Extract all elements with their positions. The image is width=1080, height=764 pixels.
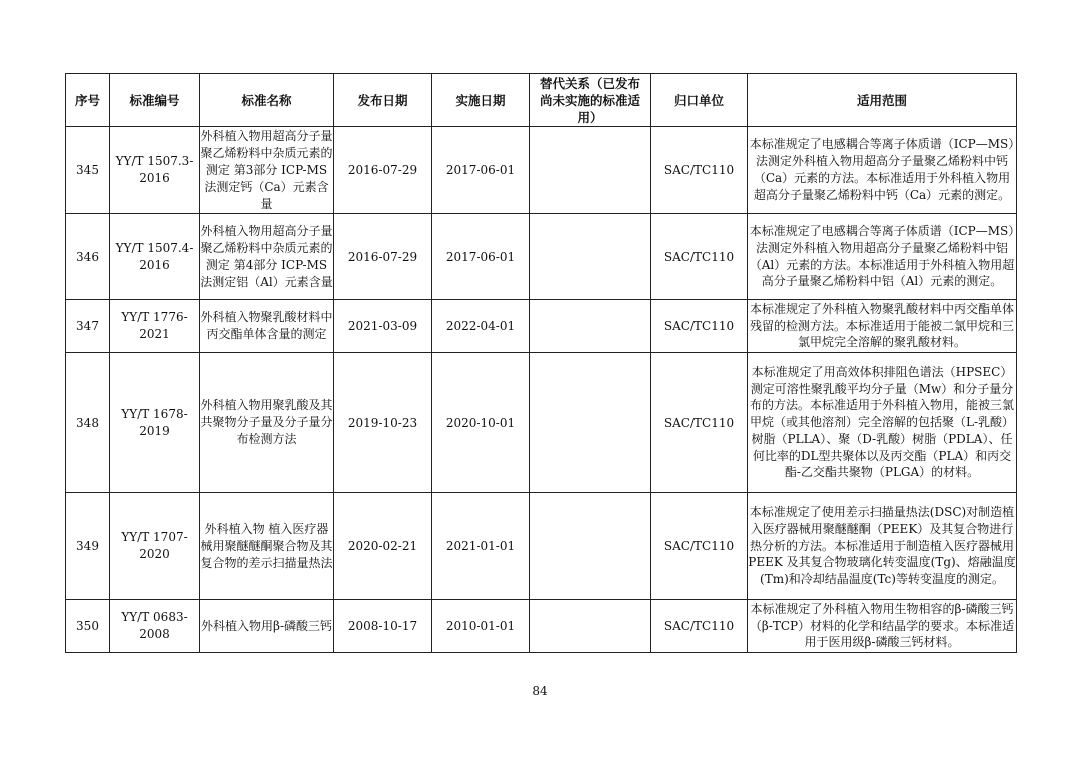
row-issue-date: 2019-10-23 bbox=[334, 353, 432, 493]
standards-table bbox=[65, 73, 1017, 653]
row-code: YY/T 1776-2021 bbox=[110, 300, 200, 353]
row-unit: SAC/TC110 bbox=[651, 214, 748, 300]
row-name: 外科植入物聚乳酸材料中丙交酯单体含量的测定 bbox=[200, 300, 334, 353]
row-effective-date: 2021-01-01 bbox=[432, 493, 530, 600]
row-replacement bbox=[530, 600, 651, 653]
row-index: 346 bbox=[66, 214, 110, 300]
header-unit: 归口单位 bbox=[651, 74, 748, 127]
row-name: 外科植入物用β-磷酸三钙 bbox=[200, 600, 334, 653]
row-name: 外科植入物 植入医疗器械用聚醚醚酮聚合物及其复合物的差示扫描量热法 bbox=[200, 493, 334, 600]
header-replacement: 替代关系（已发布尚未实施的标准适用） bbox=[530, 74, 651, 127]
row-index: 348 bbox=[66, 353, 110, 493]
row-unit: SAC/TC110 bbox=[651, 300, 748, 353]
row-effective-date: 2010-01-01 bbox=[432, 600, 530, 653]
row-unit: SAC/TC110 bbox=[651, 600, 748, 653]
header-index: 序号 bbox=[66, 74, 110, 127]
row-effective-date: 2017-06-01 bbox=[432, 127, 530, 214]
row-unit: SAC/TC110 bbox=[651, 127, 748, 214]
row-name: 外科植入物用聚乳酸及其共聚物分子量及分子量分布检测方法 bbox=[200, 353, 334, 493]
row-code: YY/T 1507.4-2016 bbox=[110, 214, 200, 300]
row-code: YY/T 1707-2020 bbox=[110, 493, 200, 600]
row-scope: 本标准规定了电感耦合等离子体质谱（ICP—MS）法测定外科植入物用超高分子量聚乙烯粉料中铝（Al）元素的方法。本标准适用于外科植入物用超高分子量聚乙烯粉料中铝（Al）元素的测定。 bbox=[748, 214, 1017, 300]
row-index: 345 bbox=[66, 127, 110, 214]
header-effective-date: 实施日期 bbox=[432, 74, 530, 127]
row-effective-date: 2022-04-01 bbox=[432, 300, 530, 353]
row-name: 外科植入物用超高分子量聚乙烯粉料中杂质元素的测定 第4部分 ICP-MS法测定铝（Al）元素含量 bbox=[200, 214, 334, 300]
row-issue-date: 2021-03-09 bbox=[334, 300, 432, 353]
row-scope: 本标准规定了用高效体积排阻色谱法（HPSEC）测定可溶性聚乳酸平均分子量（Mw）和分子量分布的方法。本标准适用于外科植入物用，能被三氯甲烷（或其他溶剂）完全溶解的包括聚（L-乳酸）树脂（PLLA）、聚（D-乳酸）树脂（PDLA）、任何比率的DL型共聚体以及丙交酯（PLA）和丙交酯-乙交酯共聚物（PLGA）的材料。 bbox=[748, 353, 1017, 493]
table-row bbox=[66, 214, 1017, 300]
page-number: 84 bbox=[532, 684, 548, 698]
row-effective-date: 2017-06-01 bbox=[432, 214, 530, 300]
header-code: 标准编号 bbox=[110, 74, 200, 127]
row-unit: SAC/TC110 bbox=[651, 493, 748, 600]
table-row bbox=[66, 300, 1017, 353]
row-issue-date: 2016-07-29 bbox=[334, 127, 432, 214]
table-header-row bbox=[66, 74, 1017, 127]
row-code: YY/T 0683-2008 bbox=[110, 600, 200, 653]
row-replacement bbox=[530, 353, 651, 493]
row-replacement bbox=[530, 493, 651, 600]
row-issue-date: 2016-07-29 bbox=[334, 214, 432, 300]
row-issue-date: 2008-10-17 bbox=[334, 600, 432, 653]
row-code: YY/T 1507.3-2016 bbox=[110, 127, 200, 214]
header-name: 标准名称 bbox=[200, 74, 334, 127]
table-row bbox=[66, 127, 1017, 214]
header-issue-date: 发布日期 bbox=[334, 74, 432, 127]
row-index: 349 bbox=[66, 493, 110, 600]
row-code: YY/T 1678-2019 bbox=[110, 353, 200, 493]
row-scope: 本标准规定了外科植入物用生物相容的β-磷酸三钙（β-TCP）材料的化学和结晶学的要求。本标准适用于医用级β-磷酸三钙材料。 bbox=[748, 600, 1017, 653]
row-replacement bbox=[530, 214, 651, 300]
row-unit: SAC/TC110 bbox=[651, 353, 748, 493]
row-scope: 本标准规定了电感耦合等离子体质谱（ICP—MS）法测定外科植入物用超高分子量聚乙烯粉料中钙（Ca）元素的方法。本标准适用于外科植入物用超高分子量聚乙烯粉料中钙（Ca）元素的测定。 bbox=[748, 127, 1017, 214]
row-index: 347 bbox=[66, 300, 110, 353]
row-scope: 本标准规定了使用差示扫描量热法(DSC)对制造植入医疗器械用聚醚醚酮（PEEK）及其复合物进行热分析的方法。本标准适用于制造植入医疗器械用 PEEK 及其复合物玻璃化转变温度(Tg)、熔融温度(Tm)和冷却结晶温度(Tc)等转变温度的测定。 bbox=[748, 493, 1017, 600]
row-replacement bbox=[530, 300, 651, 353]
table-row bbox=[66, 353, 1017, 493]
table-row bbox=[66, 600, 1017, 653]
row-index: 350 bbox=[66, 600, 110, 653]
row-effective-date: 2020-10-01 bbox=[432, 353, 530, 493]
row-replacement bbox=[530, 127, 651, 214]
row-issue-date: 2020-02-21 bbox=[334, 493, 432, 600]
row-scope: 本标准规定了外科植入物聚乳酸材料中丙交酯单体残留的检测方法。本标准适用于能被二氯甲烷和三氯甲烷完全溶解的聚乳酸材料。 bbox=[748, 300, 1017, 353]
row-name: 外科植入物用超高分子量聚乙烯粉料中杂质元素的测定 第3部分 ICP-MS法测定钙（Ca）元素含量 bbox=[200, 127, 334, 214]
table-row bbox=[66, 493, 1017, 600]
header-scope: 适用范围 bbox=[748, 74, 1017, 127]
